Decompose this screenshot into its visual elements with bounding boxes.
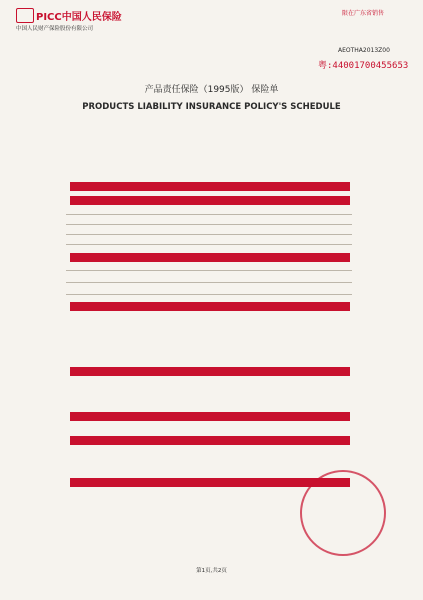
section-bar-7 (70, 436, 350, 445)
picc-logo-icon (16, 8, 34, 23)
divider (66, 244, 352, 245)
section-bar-6 (70, 412, 350, 421)
company-name: 中国人民财产保险股份有限公司 (16, 26, 94, 32)
serial-number: 粤:440017004556​53 (318, 61, 409, 71)
section-bar-1 (70, 182, 350, 191)
divider (66, 270, 352, 271)
page-number: 第1页,共2页 (196, 568, 227, 574)
divider (66, 224, 352, 225)
company-seal (300, 470, 386, 556)
form-code: AEOTHA2013Z00 (338, 47, 390, 54)
divider (66, 294, 352, 295)
title-en: PRODUCTS LIABILITY INSURANCE POLICY'S SCHEDULE (82, 102, 341, 112)
sales-region-stamp: 限在广东省销售 (342, 10, 385, 17)
section-bar-3 (70, 253, 350, 262)
section-bar-4 (70, 302, 350, 311)
section-bar-8 (70, 478, 350, 487)
logo-text: PICC中国人民保险 (36, 12, 122, 23)
section-bar-5 (70, 367, 350, 376)
divider (66, 234, 352, 235)
divider (66, 214, 352, 215)
section-bar-2 (70, 196, 350, 205)
title-cn: 产品责任保险（1995版） 保险单 (144, 85, 279, 95)
divider (66, 282, 352, 283)
